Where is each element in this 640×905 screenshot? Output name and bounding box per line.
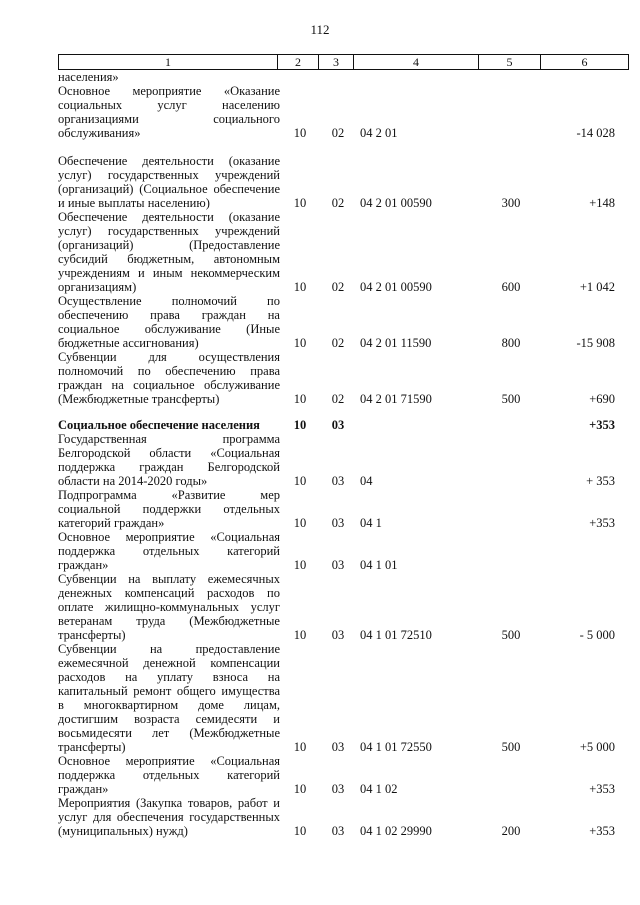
row-section: 10 <box>293 628 307 642</box>
table-row <box>58 140 629 210</box>
row-subsection: 03 <box>331 782 345 796</box>
table-row <box>58 70 629 84</box>
row-expense-type: 800 <box>501 336 521 350</box>
row-subsection: 02 <box>331 336 345 350</box>
header-col-1: 1 <box>59 55 278 69</box>
row-target-article: 04 1 02 29990 <box>360 824 432 838</box>
row-description: Осуществление полномочий по обеспечению права граждан на социальное обслуживание (Иные бюджетные ассигнования) <box>58 294 280 350</box>
row-description: Государственная программа Белгородской области «Социальная поддержка граждан Белгородской области на 2014-2020 годы» <box>58 432 280 488</box>
row-section: 10 <box>293 558 307 572</box>
row-description: Основное мероприятие «Социальная поддержка отдельных категорий граждан» <box>58 530 280 572</box>
row-amount: - 5 000 <box>579 628 615 642</box>
table-row <box>58 796 629 838</box>
row-subsection: 02 <box>331 126 345 140</box>
header-col-5: 5 <box>479 55 541 69</box>
row-description: Основное мероприятие «Оказание социальных услуг населению организациями социального обслуживания» <box>58 84 280 140</box>
row-amount: +353 <box>589 824 615 838</box>
row-target-article: 04 2 01 71590 <box>360 392 432 406</box>
row-amount: -15 908 <box>576 336 615 350</box>
row-description: Подпрограмма «Развитие мер социальной поддержки отдельных категорий граждан» <box>58 488 280 530</box>
row-target-article: 04 1 01 72550 <box>360 740 432 754</box>
row-target-article: 04 1 01 72510 <box>360 628 432 642</box>
row-subsection: 02 <box>331 392 345 406</box>
row-section: 10 <box>293 516 307 530</box>
table-row <box>58 416 629 432</box>
table-row <box>58 84 629 140</box>
row-expense-type: 500 <box>501 392 521 406</box>
row-amount: +353 <box>589 516 615 530</box>
row-description: населения» <box>58 70 119 84</box>
row-description: Основное мероприятие «Социальная поддержка отдельных категорий граждан» <box>58 754 280 796</box>
table-row <box>58 294 629 350</box>
row-target-article: 04 2 01 00590 <box>360 196 432 210</box>
row-amount: +148 <box>589 196 615 210</box>
row-amount: +353 <box>589 782 615 796</box>
table-row <box>58 350 629 406</box>
row-description: Обеспечение деятельности (оказание услуг) государственных учреждений (организаций) (Предоставление субсидий бюджетным, автономным учреждениям и иным некоммерческим организациям) <box>58 210 280 294</box>
row-target-article: 04 1 02 <box>360 782 398 796</box>
row-expense-type: 500 <box>501 628 521 642</box>
row-description: Субвенции на предоставление ежемесячной денежной компенсации расходов на уплату взноса на капитальный ремонт общего имущества в многоквартирном доме лицам, достигшим возраста семидесяти и восьмидесяти лет (Межбюджетные трансферты) <box>58 642 280 754</box>
row-section: 10 <box>293 740 307 754</box>
row-amount: +1 042 <box>579 280 615 294</box>
row-subsection: 03 <box>331 418 345 432</box>
row-description: Обеспечение деятельности (оказание услуг) государственных учреждений (организаций) (Социальное обеспечение и иные выплаты населению) <box>58 154 280 210</box>
row-section: 10 <box>293 126 307 140</box>
row-amount: +353 <box>589 418 615 432</box>
row-expense-type: 300 <box>501 196 521 210</box>
row-amount: -14 028 <box>576 126 615 140</box>
row-subsection: 03 <box>331 474 345 488</box>
row-description: Субвенции для осуществления полномочий по обеспечению права граждан на социальное обслуживание (Межбюджетные трансферты) <box>58 350 280 406</box>
row-section: 10 <box>293 782 307 796</box>
table-row <box>58 754 629 796</box>
table-row <box>58 488 629 530</box>
row-subsection: 03 <box>331 824 345 838</box>
table-header <box>58 54 629 70</box>
table-row <box>58 530 629 572</box>
row-description: Мероприятия (Закупка товаров, работ и услуг для обеспечения государственных (муниципальных) нужд) <box>58 796 280 838</box>
row-target-article: 04 1 01 <box>360 558 398 572</box>
row-amount: + 353 <box>586 474 615 488</box>
row-target-article: 04 <box>360 474 373 488</box>
row-section: 10 <box>293 280 307 294</box>
row-subsection: 03 <box>331 628 345 642</box>
header-col-4: 4 <box>354 55 479 69</box>
table-body <box>58 70 629 838</box>
row-section: 10 <box>293 474 307 488</box>
row-target-article: 04 2 01 <box>360 126 398 140</box>
table-row <box>58 642 629 754</box>
row-subsection: 03 <box>331 516 345 530</box>
row-amount: +690 <box>589 392 615 406</box>
row-section: 10 <box>293 196 307 210</box>
row-expense-type: 200 <box>501 824 521 838</box>
row-subsection: 02 <box>331 280 345 294</box>
row-description: Субвенции на выплату ежемесячных денежных компенсаций расходов по оплате жилищно-коммунальных услуг ветеранам труда (Межбюджетные трансферты) <box>58 572 280 642</box>
row-section: 10 <box>293 824 307 838</box>
table-row <box>58 210 629 294</box>
row-description: Социальное обеспечение населения <box>58 418 260 432</box>
row-subsection: 03 <box>331 740 345 754</box>
page-number: 112 <box>310 22 330 37</box>
row-subsection: 02 <box>331 196 345 210</box>
row-section: 10 <box>293 336 307 350</box>
row-subsection: 03 <box>331 558 345 572</box>
table-row <box>58 572 629 642</box>
row-amount: +5 000 <box>579 740 615 754</box>
row-section: 10 <box>293 392 307 406</box>
header-col-6: 6 <box>581 55 588 69</box>
row-target-article: 04 2 01 00590 <box>360 280 432 294</box>
header-col-3: 3 <box>319 55 354 69</box>
header-col-2: 2 <box>278 55 319 69</box>
row-section: 10 <box>293 418 307 432</box>
row-target-article: 04 2 01 11590 <box>360 336 432 350</box>
row-expense-type: 500 <box>501 740 521 754</box>
row-expense-type: 600 <box>501 280 521 294</box>
row-target-article: 04 1 <box>360 516 382 530</box>
table-row <box>58 432 629 488</box>
